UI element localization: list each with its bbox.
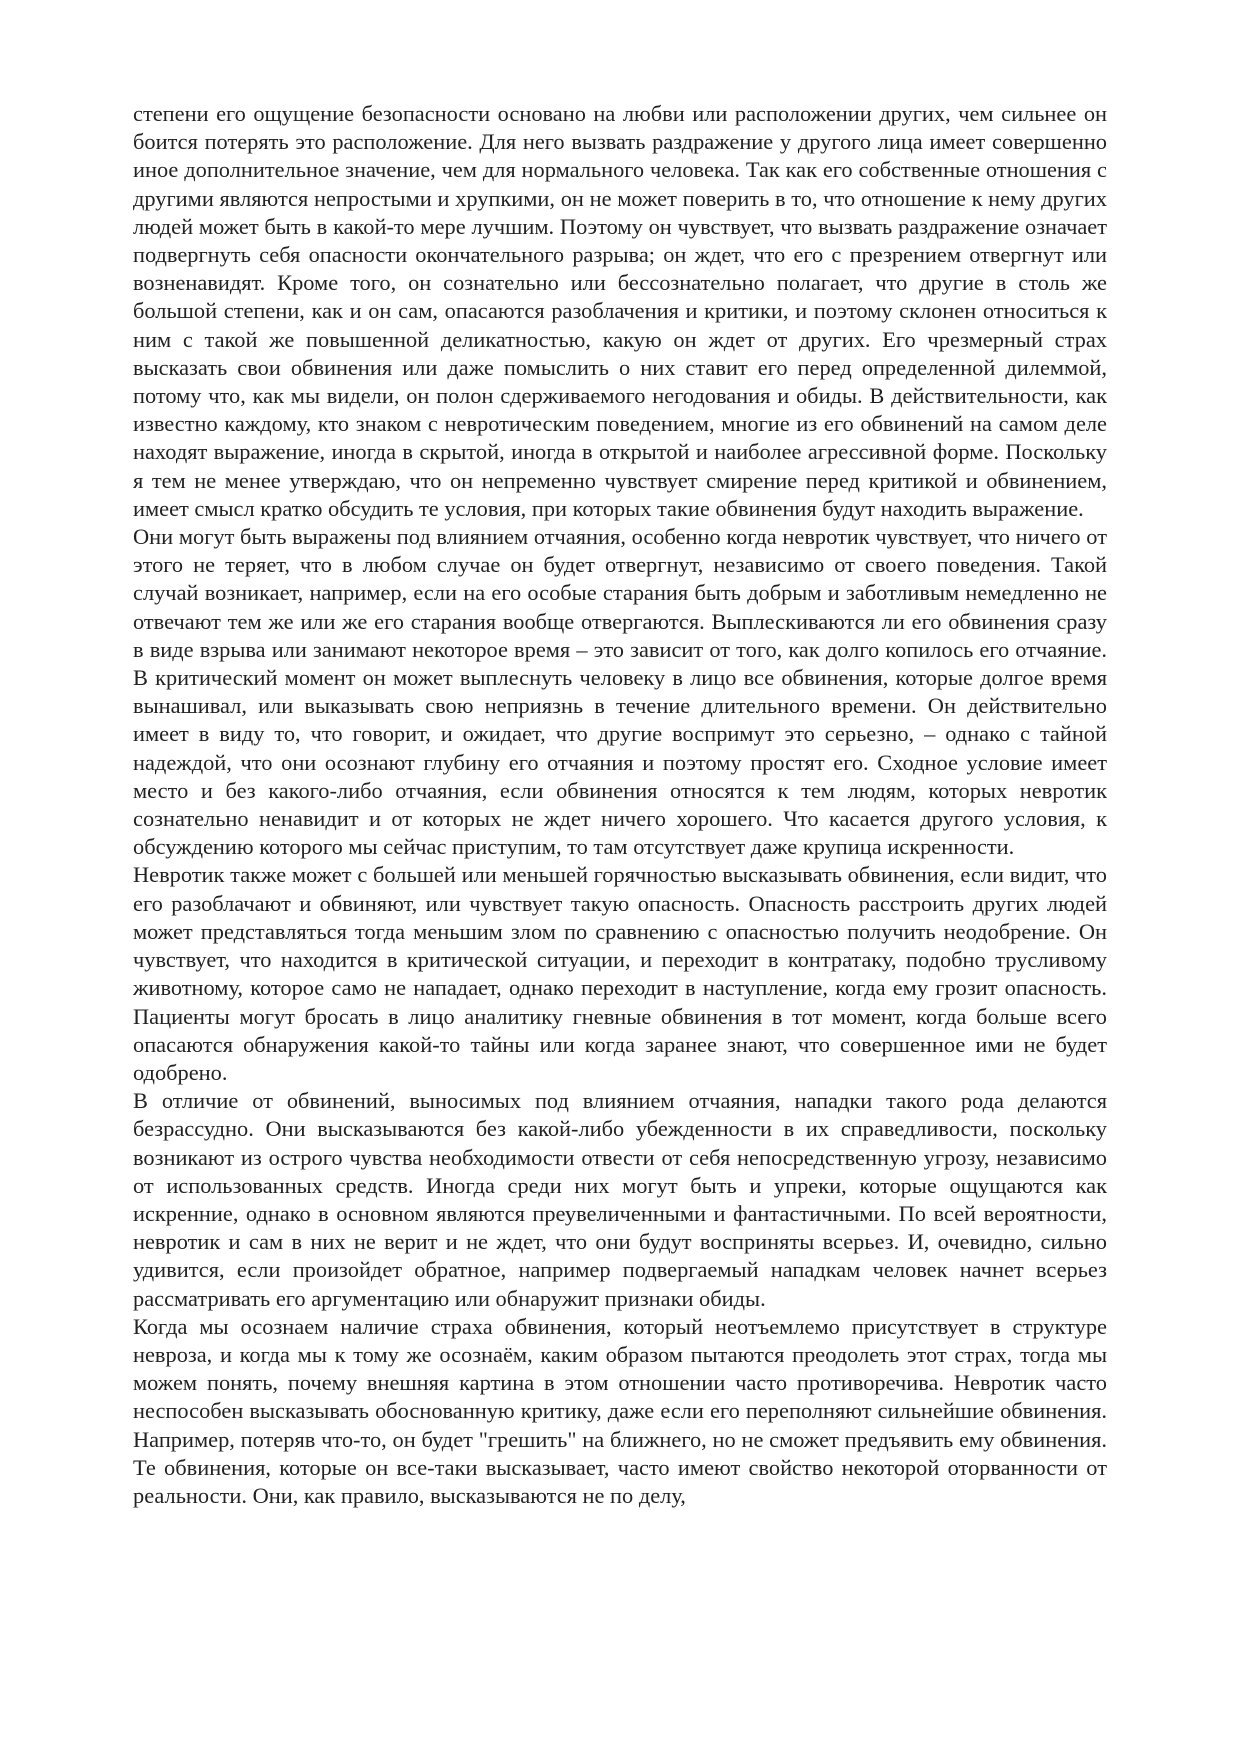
paragraph-4: В отличие от обвинений, выносимых под влиянием отчаяния, нападки такого рода делаются безрассудно. Они высказываются без какой-либо убежденности в их справедливости, поскольку возникают из острого чувства необходимости отвести от себя непосредственную угрозу, независимо от использованных средств. Иногда среди них могут быть и упреки, которые ощущаются как искренние, однако в основном являются преувеличенными и фантастичными. По всей вероятности, невротик и сам в них не верит и не ждет, что они будут восприняты всерьез. И, очевидно, сильно удивится, если произойдет обратное, например подвергаемый нападкам человек начнет всерьез рассматривать его аргументацию или обнаружит признаки обиды. <box>133 1088 1107 1311</box>
paragraph-1: степени его ощущение безопасности основано на любви или расположении других, чем сильнее он боится потерять это расположение. Для него вызвать раздражение у другого лица имеет совершенно иное дополнительное значение, чем для нормального человека. Так как его собственные отношения с другими являются непростыми и хрупкими, он не может поверить в то, что отношение к нему других людей может быть в какой-то мере лучшим. Поэтому он чувствует, что вызвать раздражение означает подвергнуть себя опасности окончательного разрыва; он ждет, что его с презрением отвергнут или возненавидят. Кроме того, он сознательно или бессознательно полагает, что другие в столь же большой степени, как и он сам, опасаются разоблачения и критики, и поэтому склонен относиться к ним с такой же повышенной деликатностью, какую он ждет от других. Его чрезмерный страх высказать свои обвинения или даже помыслить о них ставит его перед определенной дилеммой, потому что, как мы видели, он полон сдерживаемого негодования и обиды. В действительности, как известно каждому, кто знаком с невротическим поведением, многие из его обвинений на самом деле находят выражение, иногда в скрытой, иногда в открытой и наиболее агрессивной форме. Поскольку я тем не менее утверждаю, что он непременно чувствует смирение перед критикой и обвинением, имеет смысл кратко обсудить те условия, при которых такие обвинения будут находить выражение. <box>133 101 1107 521</box>
paragraph-3: Невротик также может с большей или меньшей горячностью высказывать обвинения, если видит, что его разоблачают и обвиняют, или чувствует такую опасность. Опасность расстроить других людей может представляться тогда меньшим злом по сравнению с опасностью получить неодобрение. Он чувствует, что находится в критической ситуации, и переходит в контратаку, подобно трусливому животному, которое само не нападает, однако переходит в наступление, когда ему грозит опасность. Пациенты могут бросать в лицо аналитику гневные обвинения в тот момент, когда больше всего опасаются обнаружения какой-то тайны или когда заранее знают, что совершенное ими не будет одобрено. <box>133 862 1107 1085</box>
paragraph-2: Они могут быть выражены под влиянием отчаяния, особенно когда невротик чувствует, что ничего от этого не теряет, что в любом случае он будет отвергнут, независимо от своего поведения. Такой случай возникает, например, если на его особые старания быть добрым и заботливым немедленно не отвечают тем же или же его старания вообще отвергаются. Выплескиваются ли его обвинения сразу в виде взрыва или занимают некоторое время – это зависит от того, как долго копилось его отчаяние. В критический момент он может выплеснуть человеку в лицо все обвинения, которые долгое время вынашивал, или выказывать свою неприязнь в течение длительного времени. Он действительно имеет в виду то, что говорит, и ожидает, что другие воспримут это серьезно, – однако с тайной надеждой, что они осознают глубину его отчаяния и поэтому простят его. Сходное условие имеет место и без какого-либо отчаяния, если обвинения относятся к тем людям, которых невротик сознательно ненавидит и от которых не ждет ничего хорошего. Что касается другого условия, к обсуждению которого мы сейчас приступим, то там отсутствует даже крупица искренности. <box>133 524 1107 860</box>
document-body <box>133 100 1107 1510</box>
paragraph-5: Когда мы осознаем наличие страха обвинения, который неотъемлемо присутствует в структуре невроза, и когда мы к тому же осознаём, каким образом пытаются преодолеть этот страх, тогда мы можем понять, почему внешняя картина в этом отношении часто противоречива. Невротик часто неспособен высказывать обоснованную критику, даже если его переполняют сильнейшие обвинения. Например, потеряв что-то, он будет "грешить" на ближнего, но не сможет предъявить ему обвинения. Те обвинения, которые он все-таки высказывает, часто имеют свойство некоторой оторванности от реальности. Они, как правило, высказываются не по делу, <box>133 1313 1107 1508</box>
